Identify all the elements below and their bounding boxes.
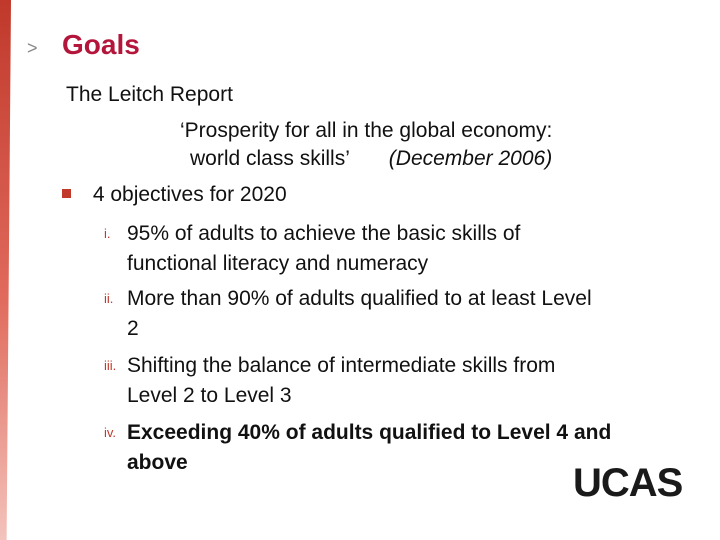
objective-number: iv. [104,425,117,440]
objective-number: ii. [104,291,114,306]
objective-item [104,219,577,279]
objective-number: iii. [104,358,117,373]
objective-number: i. [104,226,111,241]
square-bullet-icon [62,189,71,198]
objective-text: Shifting the balance of intermediate skills from Level 2 to Level 3 [127,354,556,407]
bullet-objectives [62,183,287,207]
left-edge-decoration [0,0,11,540]
ucas-logo: UCAS [573,461,683,505]
chevron-right-icon: > [27,38,38,58]
objective-text: Exceeding 40% of adults qualified to Level 4 and above [127,421,612,474]
objective-item [104,351,607,411]
objective-item [104,418,627,478]
quote-line-1: ‘Prosperity for all in the global economy: [180,119,553,142]
quote-text: world class skills’ [190,147,350,170]
slide-title: Goals [62,29,140,60]
objective-item [104,284,597,344]
objective-text: 95% of adults to achieve the basic skills of functional literacy and numeracy [127,222,521,275]
objective-text: More than 90% of adults qualified to at least Level 2 [127,287,592,340]
quote-date: (December 2006) [388,147,553,170]
bullet-text: 4 objectives for 2020 [92,183,287,206]
slide-subtitle: The Leitch Report [66,83,233,106]
quote-line-2 [190,147,552,171]
